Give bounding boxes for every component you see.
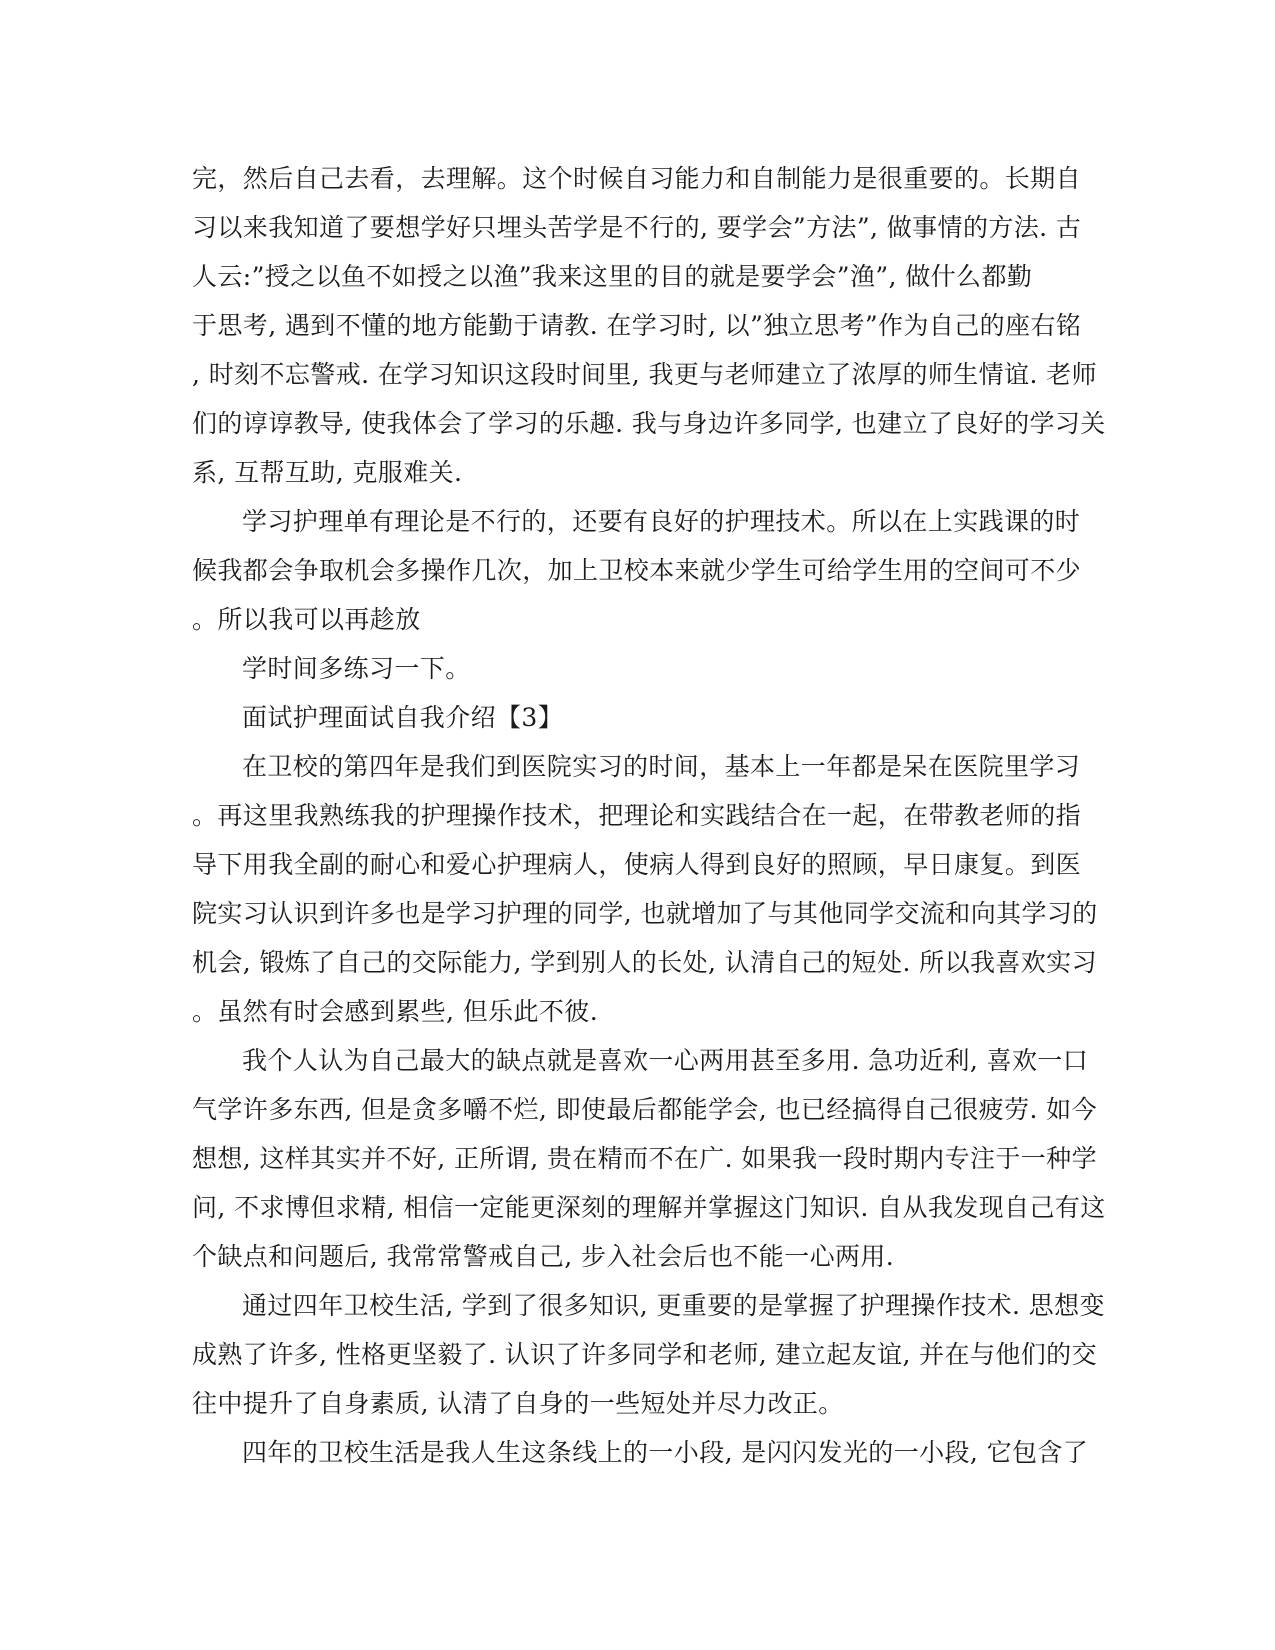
document-body — [192, 154, 1106, 1477]
text-line: 完，然后自己去看，去理解。这个时候自习能力和自制能力是很重要的。长期自 — [192, 164, 1082, 193]
text-line: 气学许多东西, 但是贪多嚼不烂, 即使最后都能学会, 也已经搞得自己很疲劳. 如今 — [192, 1095, 1097, 1124]
text-line: 。虽然有时会感到累些, 但乐此不彼. — [192, 997, 599, 1026]
text-line: 。再这里我熟练我的护理操作技术，把理论和实践结合在一起，在带教老师的指 — [192, 801, 1082, 830]
text-line: 问, 不求博但求精, 相信一定能更深刻的理解并掌握这门知识. 自从我发现自己有这 — [192, 1193, 1106, 1222]
text-line: 习以来我知道了要想学好只埋头苦学是不行的, 要学会”方法”, 做事情的方法. 古 — [192, 213, 1082, 242]
text-line: 四年的卫校生活是我人生这条线上的一小段, 是闪闪发光的一小段, 它包含了 — [242, 1438, 1089, 1467]
text-line: 人云:”授之以鱼不如授之以渔”我来这里的目的就是要学会”渔”, 做什么都勤 — [192, 262, 1033, 291]
text-line: 想想, 这样其实并不好, 正所谓, 贵在精而不在广. 如果我一段时期内专注于一种学 — [192, 1144, 1097, 1173]
text-line: , 时刻不忘警戒. 在学习知识这段时间里, 我更与老师建立了浓厚的师生情谊. 老师 — [192, 360, 1097, 389]
text-line: 们的谆谆教导, 使我体会了学习的乐趣. 我与身边许多同学, 也建立了良好的学习关 — [192, 409, 1106, 438]
text-line: 面试护理面试自我介绍【3】 — [242, 703, 564, 732]
text-line: 院实习认识到许多也是学习护理的同学, 也就增加了与其他同学交流和向其学习的 — [192, 899, 1098, 928]
text-line: 成熟了许多, 性格更坚毅了. 认识了许多同学和老师, 建立起友谊, 并在与他们的交 — [192, 1340, 1097, 1369]
text-line: 往中提升了自身素质, 认清了自身的一些短处并尽力改正。 — [192, 1389, 844, 1418]
text-line: 个缺点和问题后, 我常常警戒自己, 步入社会后也不能一心两用. — [192, 1242, 895, 1271]
text-line: 机会, 锻炼了自己的交际能力, 学到别人的长处, 认清自己的短处. 所以我喜欢实习 — [192, 948, 1097, 977]
text-line: 于思考, 遇到不懂的地方能勤于请教. 在学习时, 以”独立思考”作为自己的座右铭 — [192, 311, 1082, 340]
text-line: 系, 互帮互助, 克服难关. — [192, 458, 463, 487]
text-line: 导下用我全副的耐心和爱心护理病人，使病人得到良好的照顾，早日康复。到医 — [192, 850, 1082, 879]
text-line: 。所以我可以再趁放 — [192, 605, 421, 634]
text-line: 我个人认为自己最大的缺点就是喜欢一心两用甚至多用. 急功近利, 喜欢一口 — [242, 1046, 1089, 1075]
text-line: 学时间多练习一下。 — [242, 654, 471, 683]
text-line: 学习护理单有理论是不行的，还要有良好的护理技术。所以在上实践课的时 — [242, 507, 1081, 536]
text-line: 在卫校的第四年是我们到医院实习的时间，基本上一年都是呆在医院里学习 — [242, 752, 1081, 781]
text-line: 通过四年卫校生活, 学到了很多知识, 更重要的是掌握了护理操作技术. 思想变 — [242, 1291, 1105, 1320]
text-line: 候我都会争取机会多操作几次，加上卫校本来就少学生可给学生用的空间可不少 — [192, 556, 1082, 585]
